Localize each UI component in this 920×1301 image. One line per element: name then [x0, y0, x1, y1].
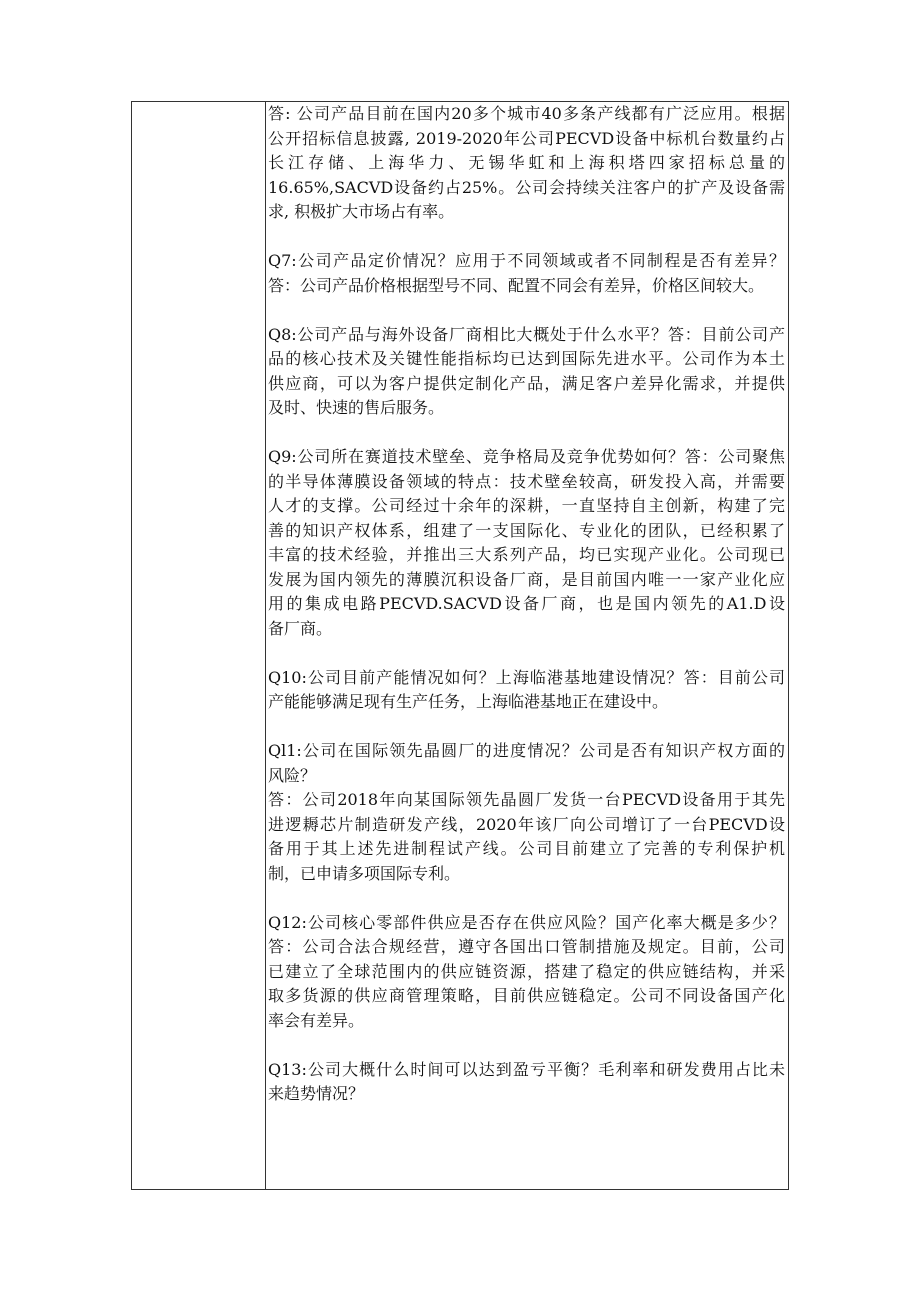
text-line: 的半导体薄膜设备领域的特点：技术壁垒较高，研发投入高，并需要	[268, 471, 785, 491]
text-line: 备用于其上述先进制程试产线。公司目前建立了完善的专利保护机	[268, 839, 785, 858]
text-line: 风险？	[268, 765, 317, 785]
qa-q7	[268, 249, 785, 298]
text-line: 已建立了全球范围内的供应链资源，搭建了稳定的供应链结构，并采	[268, 961, 785, 981]
text-line: 及时、快速的售后服务。	[268, 398, 445, 417]
text-line: Q10:公司目前产能情况如何？上海临港基地建设情况？答：目前公司	[268, 667, 785, 687]
text-line: 发展为国内领先的薄膜沉积设备厂商，是目前国内唯一一家产业化应	[268, 569, 785, 589]
qa-q8	[268, 323, 785, 421]
qa-q9	[268, 445, 785, 641]
qa-q11	[268, 739, 785, 886]
text-line: 备厂商。	[268, 618, 333, 638]
qa-q10	[268, 666, 785, 715]
qa-q13	[268, 1058, 785, 1107]
text-line: 取多货源的供应商管理策略，目前供应链稳定。公司不同设备国产化	[268, 986, 785, 1005]
text-line: Q12:公司核心零部件供应是否存在供应风险？国产化率大概是多少？	[268, 912, 785, 932]
text-line: 16.65%,SACVD设备约占25%。公司会持续关注客户的扩产及设备需	[268, 177, 785, 197]
text-line: Q9:公司所在赛道技术壁垒、竞争格局及竞争优势如何？答：公司聚焦	[268, 447, 785, 466]
text-line: 来趋势情况？	[268, 1084, 365, 1103]
question-line: Q7:公司产品定价情况？应用于不同领域或者不同制程是否有差异？	[268, 251, 785, 270]
text-line: 进逻耨芯片制造研发产线，2020年该厂向公司增订了一台PECVD设	[268, 814, 785, 834]
text-line: 产能能够满足现有生产任务，上海临港基地正在建设中。	[268, 692, 669, 711]
text-line: 长江存储、上海华力、无锡华虹和上海积塔四家招标总量的	[268, 153, 785, 172]
text-line: Q13:公司大概什么时间可以达到盈亏平衡？毛利率和研发费用占比未	[268, 1059, 785, 1079]
qa-q12	[268, 911, 785, 1034]
text-line: 制，已申请多项国际专利。	[268, 863, 461, 883]
qa-table	[131, 101, 789, 1190]
text-line: 答：公司合法合规经营，遵守各国出口管制措施及规定。目前，公司	[268, 937, 785, 956]
text-line: 供应商，可以为客户提供定制化产品，满足客户差异化需求，并提供	[268, 373, 785, 393]
text-line: 率会有差异。	[268, 1010, 365, 1030]
text-line: 公开招标信息披露, 2019-2020年公司PECVD设备中标机台数量约占	[268, 128, 785, 148]
table-right-cell	[266, 102, 788, 1189]
text-line: 品的核心技术及关键性能指标均已达到国际先进水平。公司作为本土	[268, 349, 785, 368]
text-line: Q8:公司产品与海外设备厂商相比大概处于什么水平？答：目前公司产	[268, 324, 785, 344]
text-line: 求, 积极扩大市场占有率。	[268, 202, 455, 221]
text-line: 善的知识产权体系，组建了一支国际化、专业化的团队，已经积累了	[268, 520, 785, 540]
table-left-cell	[132, 102, 266, 1189]
text-line: 答: 公司产品目前在国内20多个城市40多条产线都有广泛应用。根据	[268, 104, 785, 123]
text-line: 丰富的技术经验，并推出三大系列产品，均已实现产业化。公司现已	[268, 545, 785, 564]
text-line: 人才的支撑。公司经过十余年的深耕，一直坚持自主创新，构建了完	[268, 496, 785, 515]
text-line: Ql1:公司在国际领先晶圆厂的进度情况？公司是否有知识产权方面的	[268, 741, 785, 760]
answer-market-share	[268, 102, 785, 225]
text-line: 答：公司2018年向某国际领先晶圆厂发货一台PECVD设备用于其先	[268, 790, 785, 809]
text-line: 用的集成电路PECVD.SACVD设备厂商，也是国内领先的A1.D设	[268, 594, 785, 613]
answer-line: 答：公司产品价格根据型号不同、配置不同会有差异，价格区间较大。	[268, 275, 765, 295]
